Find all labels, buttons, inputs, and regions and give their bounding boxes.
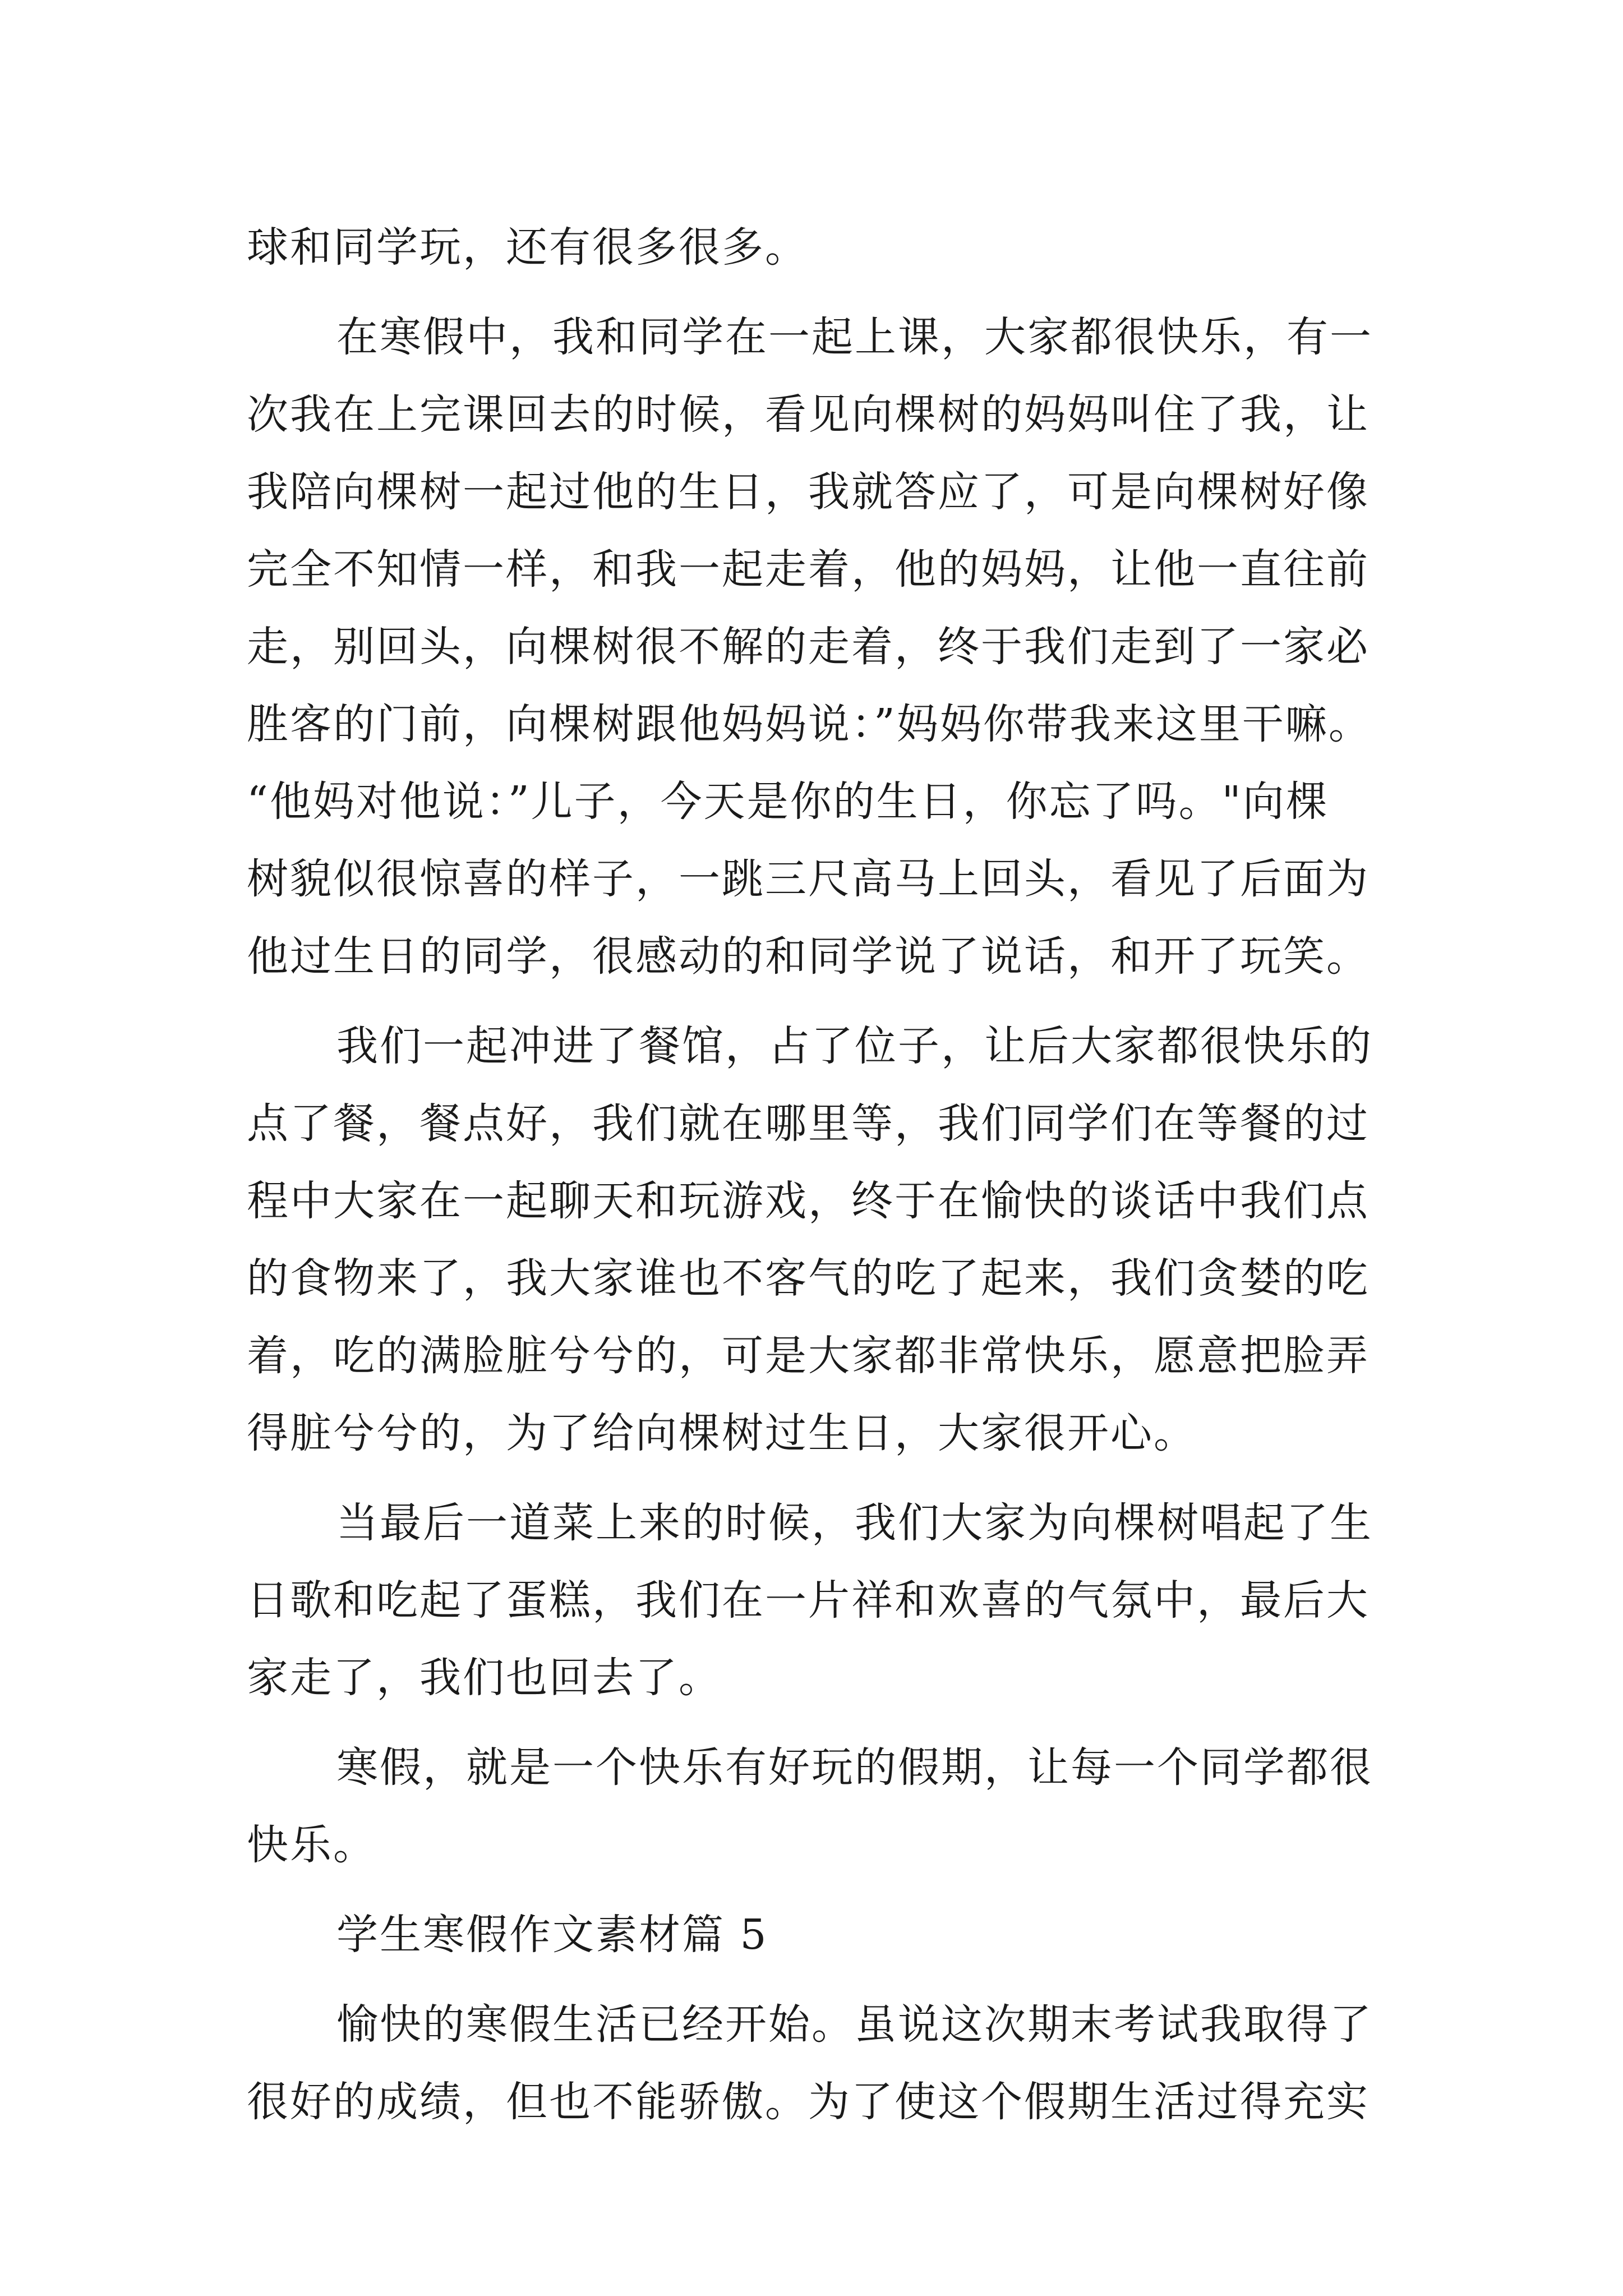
text-line: 次我在上完课回去的时候，看见向棵树的妈妈叫住了我，让 [247,390,1370,439]
text-line: 很好的成绩，但也不能骄傲。为了使这个假期生活过得充实 [247,2078,1370,2126]
text-line: 完全不知情一样，和我一起走着，他的妈妈，让他一直往前 [247,545,1370,593]
text-line: 球和同学玩，还有很多很多。 [247,223,808,272]
text-line: 当最后一道菜上来的时候，我们大家为向棵树唱起了生 [336,1499,1373,1547]
text-line: 着，吃的满脸脏兮兮的，可是大家都非常快乐，愿意把脸弄 [247,1332,1370,1380]
text-line: 的食物来了，我大家谁也不客气的吃了起来，我们贪婪的吃 [247,1254,1370,1303]
text-line: 日歌和吃起了蛋糕，我们在一片祥和欢喜的气氛中，最后大 [247,1576,1370,1625]
text-line: “他妈对他说：”儿子，今天是你的生日，你忘了吗。"向棵 [247,777,1329,826]
text-line: 寒假，就是一个快乐有好玩的假期，让每一个同学都很 [336,1743,1373,1792]
text-line: 胜客的门前，向棵树跟他妈妈说：”妈妈你带我来这里干嘛。 [247,700,1372,748]
text-line: 树貌似很惊喜的样子，一跳三尺高马上回头，看见了后面为 [247,855,1370,903]
text-line: 愉快的寒假生活已经开始。虽说这次期末考试我取得了 [336,2000,1373,2049]
text-line: 他过生日的同学，很感动的和同学说了说话，和开了玩笑。 [247,932,1370,981]
text-line: 程中大家在一起聊天和玩游戏，终于在愉快的谈话中我们点 [247,1177,1370,1225]
text-line: 得脏兮兮的，为了给向棵树过生日，大家很开心。 [247,1409,1197,1457]
text-line: 在寒假中，我和同学在一起上课，大家都很快乐，有一 [336,313,1373,361]
text-line: 我陪向棵树一起过他的生日，我就答应了，可是向棵树好像 [247,468,1370,516]
document-body [247,209,1436,2141]
text-line: 快乐。 [247,1821,376,1869]
text-line: 我们一起冲进了餐馆，占了位子，让后大家都很快乐的 [336,1022,1373,1070]
section-heading: 学生寒假作文素材篇 5 [336,1911,768,1959]
text-line: 家走了，我们也回去了。 [247,1654,722,1702]
text-line: 点了餐，餐点好，我们就在哪里等，我们同学们在等餐的过 [247,1099,1370,1148]
text-line: 走，别回头，向棵树很不解的走着，终于我们走到了一家必 [247,623,1370,671]
